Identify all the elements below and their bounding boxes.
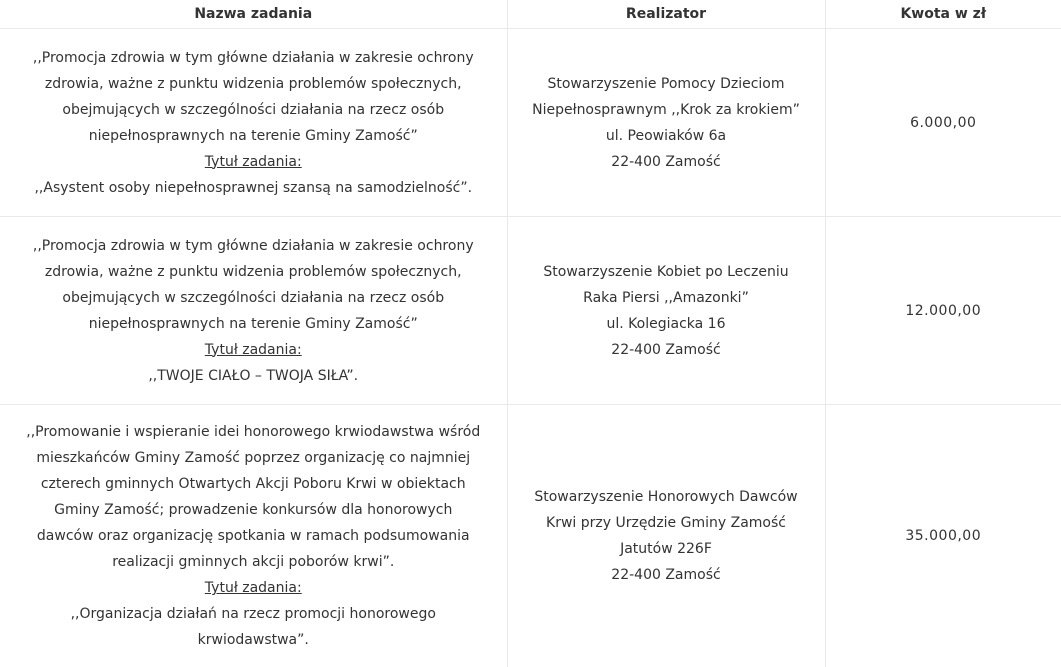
table-header	[0, 0, 1061, 29]
task-title-label: Tytuł zadania:	[204, 153, 302, 170]
implementer-line: Raka Piersi ,,Amazonki”	[583, 289, 749, 306]
task-cell	[0, 29, 507, 217]
task-line: ,,Promocja zdrowia w tym główne działania w zakresie ochrony	[32, 237, 474, 254]
task-title: ,,Asystent osoby niepełnosprawnej szansą na samodzielność”.	[34, 179, 473, 196]
task-cell	[0, 405, 507, 667]
task-line: czterech gminnych Otwartych Akcji Poboru Krwi w obiektach	[40, 476, 466, 492]
table-row	[0, 29, 1061, 217]
task-title: ,,TWOJE CIAŁO – TWOJA SIŁA”.	[148, 367, 359, 384]
implementer-address: ul. Peowiaków 6a	[605, 127, 727, 144]
task-line: mieszkańców Gminy Zamość poprzez organizację co najmniej	[36, 450, 471, 466]
task-line: ,,Promocja zdrowia w tym główne działania w zakresie ochrony	[32, 49, 474, 66]
task-line: dawców oraz organizację spotkania w ramach podsumowania	[36, 528, 470, 544]
implementer-address: Jatutów 226F	[620, 541, 712, 557]
implementer-postal-code: 22-400 Zamość	[611, 341, 721, 358]
task-line: ,,Promowanie i wspieranie idei honorowego krwiodawstwa wśród	[26, 424, 481, 440]
amount-cell: 6.000,00	[825, 29, 1061, 217]
implementer-cell	[507, 29, 825, 217]
task-title: krwiodawstwa”.	[197, 632, 309, 648]
implementer-cell	[507, 405, 825, 667]
implementer-line: Niepełnosprawnym ,,Krok za krokiem”	[532, 101, 800, 118]
task-title: ,,Organizacja działań na rzecz promocji honorowego	[70, 606, 436, 622]
column-header-implementer: Realizator	[507, 0, 825, 29]
task-line: obejmujących w szczególności działania na rzecz osób	[62, 101, 445, 118]
implementer-line: Stowarzyszenie Honorowych Dawców	[534, 489, 798, 505]
task-line: niepełnosprawnych na terenie Gminy Zamość”	[88, 127, 418, 144]
implementer-address: ul. Kolegiacka 16	[606, 315, 726, 332]
implementer-line: Krwi przy Urzędzie Gminy Zamość	[546, 515, 786, 531]
table-body	[0, 29, 1061, 667]
task-line: Gminy Zamość; prowadzenie konkursów dla honorowych	[54, 502, 453, 518]
header-row	[0, 0, 1061, 29]
table-row	[0, 405, 1061, 667]
implementer-line: Stowarzyszenie Kobiet po Leczeniu	[543, 263, 789, 280]
amount-cell: 35.000,00	[825, 405, 1061, 667]
task-cell	[0, 217, 507, 405]
task-line: obejmujących w szczególności działania na rzecz osób	[62, 289, 445, 306]
implementer-postal-code: 22-400 Zamość	[611, 567, 721, 583]
table-row	[0, 217, 1061, 405]
task-title-label: Tytuł zadania:	[204, 580, 302, 596]
column-header-task: Nazwa zadania	[0, 0, 507, 29]
task-line: zdrowia, ważne z punktu widzenia problemów społecznych,	[44, 263, 462, 280]
task-line: realizacji gminnych akcji poborów krwi”.	[112, 554, 395, 570]
amount-cell: 12.000,00	[825, 217, 1061, 405]
task-line: zdrowia, ważne z punktu widzenia problemów społecznych,	[44, 75, 462, 92]
task-title-label: Tytuł zadania:	[204, 341, 302, 358]
implementer-cell	[507, 217, 825, 405]
implementer-line: Stowarzyszenie Pomocy Dzieciom	[547, 75, 785, 92]
task-line: niepełnosprawnych na terenie Gminy Zamość”	[88, 315, 418, 332]
column-header-amount: Kwota w zł	[825, 0, 1061, 29]
implementer-postal-code: 22-400 Zamość	[611, 153, 721, 170]
